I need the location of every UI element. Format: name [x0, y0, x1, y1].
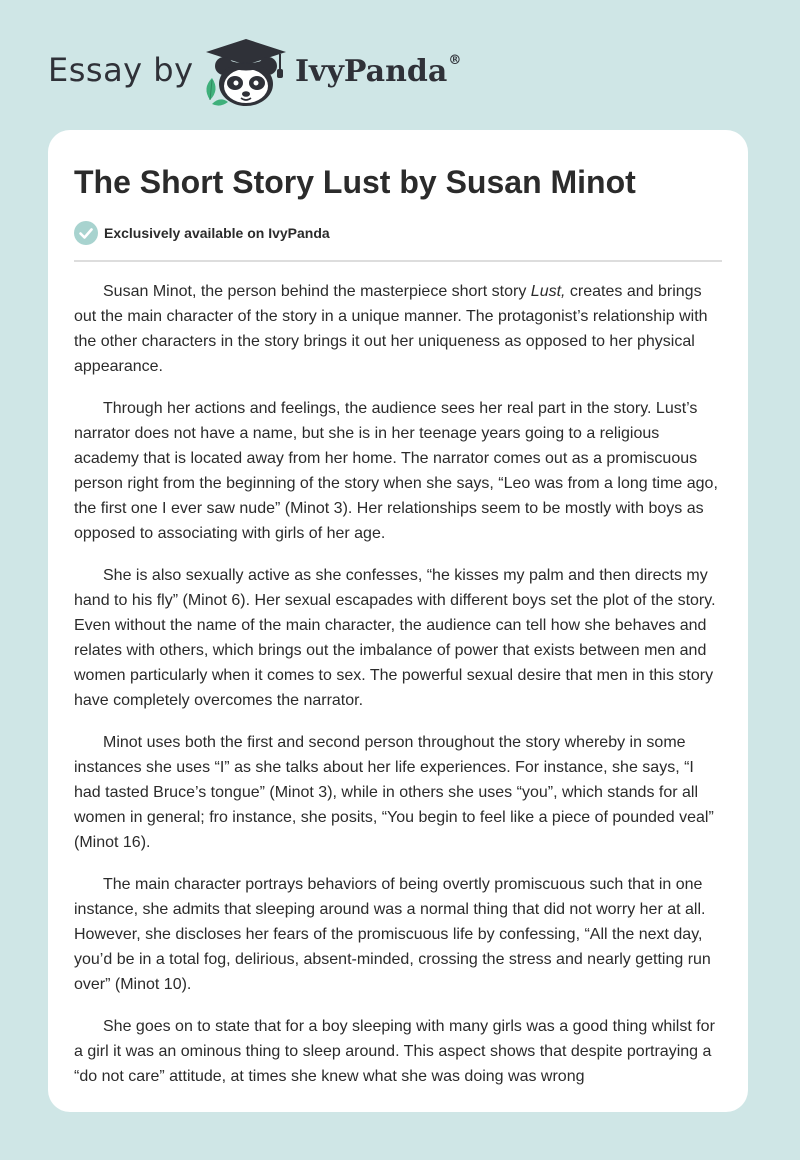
page-title: The Short Story Lust by Susan Minot [74, 164, 636, 200]
essay-card [48, 130, 748, 1112]
exclusive-label: Exclusively available on IvyPanda [104, 225, 330, 241]
exclusive-badge [74, 220, 330, 246]
paragraph: She is also sexually active as she confesses, “he kisses my palm and then directs my hand to his fly” (Minot 6). Her sexual escapades with different boys set the plot of the story. Even without the name of the main character, the audience can tell how she behaves and relates with others, which brings out the imbalance of power that exists between men and women particularly when it comes to sex. The powerful sexual desire that men in this story have completely overcomes the narrator. [74, 567, 716, 709]
divider [74, 260, 722, 262]
site-header [48, 36, 548, 108]
registered-mark: ® [448, 53, 462, 68]
paragraph: Minot uses both the first and second person throughout the story whereby in some instances she uses “I” as she talks about her life experiences. For instance, she says, “I had tasted Bruce’s tongue” (Minot 3), while in others she uses “you”, which stands for all women in general; fro instance, she posits, “You begin to feel like a piece of pounded veal” (Minot 16). [74, 734, 714, 851]
paragraph: Susan Minot, the person behind the masterpiece short story Lust, creates and brings out the main character of the story in a unique manner. The protagonist’s relationship with the other characters in the story brings it out her uniqueness as opposed to her physical appearance. [74, 283, 708, 375]
paragraph: The main character portrays behaviors of being overtly promiscuous such that in one instance, she admits that sleeping around was a normal thing that did not worry her at all. However, she discloses her fears of the promiscuous life by confessing, “All the next day, you’d be in a total fog, delirious, absent-minded, crossing the stress and nearly getting run over” (Minot 10). [74, 876, 711, 993]
paragraph: She goes on to state that for a boy sleeping with many girls was a good thing whilst for a girl it was an ominous thing to sleep around. This aspect shows that despite portraying a “do not care” attitude, at times she knew what she was doing was wrong [74, 1018, 715, 1085]
panda-logo-icon[interactable] [200, 36, 292, 108]
essay-by-label: Essay by [48, 51, 194, 89]
story-title-emphasis: Lust, [530, 283, 566, 300]
paragraph: Through her actions and feelings, the audience sees her real part in the story. Lust’s narrator does not have a name, but she is in her teenage years going to a religious academy that is located away from her home. The narrator comes out as a promiscuous person right from the beginning of the story when she says, “Leo was from a long time ago, the first one I ever saw nude” (Minot 3). Her relationships seem to be mostly with boys as opposed to associating with girls of her age. [74, 400, 718, 542]
essay-body [74, 279, 722, 1106]
check-circle-icon [74, 221, 98, 245]
brand-name[interactable]: IvyPanda® [295, 53, 462, 89]
